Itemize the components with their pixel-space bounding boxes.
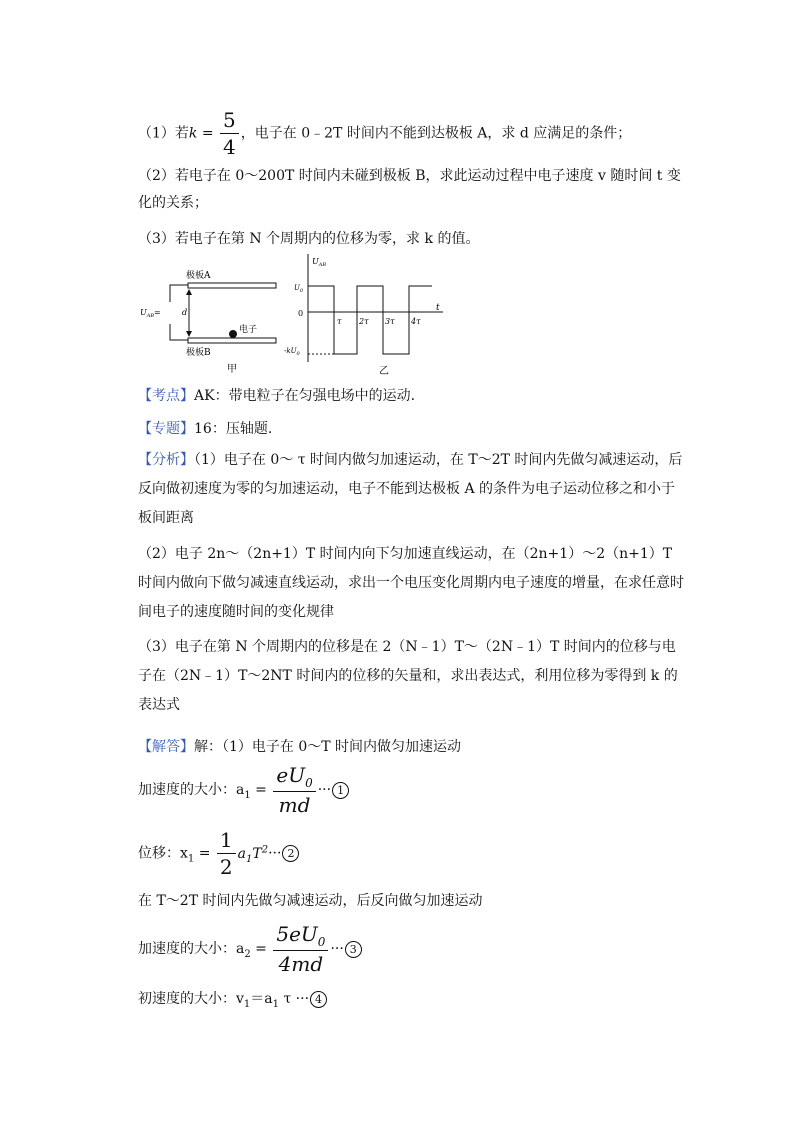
plate-a — [188, 283, 276, 288]
eq1-ellipsis: ··· — [317, 782, 332, 798]
k-variable: k — [188, 125, 198, 142]
eq1-number: 1 — [332, 782, 349, 799]
zhuanti-text: 16：压轴题. — [194, 421, 273, 437]
eq1-label: 加速度的大小：a — [138, 782, 245, 798]
equation-4 — [138, 988, 327, 1010]
kaodian-line — [138, 385, 415, 405]
kaodian-text: AK：带电粒子在匀强电场中的运动. — [194, 388, 416, 404]
question-3: （3）若电子在第 N 个周期内的位移为零，求 k 的值。 — [138, 231, 480, 247]
eq4-rest: τ ··· — [279, 991, 310, 1007]
zhuanti-line — [138, 418, 272, 438]
circuit-and-voltage-figure — [138, 254, 448, 378]
q1-suffix: ，电子在 0﹣2T 时间内不能到达极板 A，求 d 应满足的条件； — [240, 125, 632, 142]
fraction-denominator: 2 — [219, 855, 233, 879]
equals-sign: = — [197, 125, 219, 142]
fenxi-part-3: （3）电子在第 N 个周期内的位移是在 2（N﹣1）T～（2N﹣1）T 时间内的位移与电子在（2N﹣1）T～2NT 时间内的位移的矢量和，求出表达式，利用位移为零得到 k 的表达式 — [138, 639, 678, 713]
eq3-sub: 2 — [244, 948, 251, 960]
fraction-denominator: 4md — [278, 952, 324, 976]
equation-2 — [138, 828, 299, 879]
eq2-number: 2 — [282, 845, 299, 862]
fenxi-text: （1）电子在 0～ τ 时间内做匀加速运动，在 T～2T 时间内先做匀减速运动，后反向做初速度为零的匀加速运动，电子不能到达极板 A 的条件为电子运动位移之和小于板间距离 — [138, 452, 683, 526]
d-label: d — [182, 308, 188, 317]
fraction-numerator: 5 — [220, 108, 239, 134]
t-2t-line: 在 T～2T 时间内先做匀减速运动，后反向做匀加速运动 — [138, 893, 483, 909]
eq2-fraction — [217, 828, 236, 879]
fenxi-part-2: （2）电子 2n～（2n+1）T 时间内向下匀加速直线运动，在（2n+1）～2（n+1）T 时间内做向下做匀减速直线运动，求出一个电压变化周期内电子速度的增量，在求任意时间电子的速度随时间的变化规律 — [138, 546, 684, 620]
u-ab-label: $U_{AB}=$ — [140, 308, 161, 319]
eq3-ellipsis: ··· — [330, 941, 344, 957]
plate-a-label: 极板A — [186, 271, 211, 281]
eq2-sub: 1 — [187, 853, 195, 865]
eq1-fraction — [273, 763, 315, 817]
plate-b-label: 极板B — [186, 348, 211, 358]
tick-label: 3τ — [385, 317, 395, 326]
eq3-fraction — [273, 922, 328, 976]
fraction-numerator: 1 — [217, 828, 236, 854]
eq4-mid: ＝a — [250, 991, 273, 1007]
neg-voltage-label: $-kU_0$ — [284, 347, 300, 357]
figure-left-label: 甲 — [227, 364, 237, 375]
electron-label: 电子 — [239, 325, 258, 335]
kaodian-tag: 【考点】 — [138, 388, 194, 404]
eq3-label: 加速度的大小：a — [138, 941, 245, 957]
fraction-five-fourths — [220, 108, 239, 159]
equals-sign: = — [250, 941, 272, 957]
eq4-label: 初速度的大小：v — [138, 991, 244, 1007]
fraction-numerator: $5eU_0$ — [273, 922, 328, 951]
t-axis-label: t — [436, 303, 440, 313]
equals-sign: = — [194, 845, 215, 862]
question-2: （2）若电子在 0～200T 时间内未碰到极板 B，求此运动过程中电子速度 v 随时间 t 变化的关系； — [138, 168, 681, 211]
q1-prefix: （1）若 — [138, 125, 189, 142]
eq2-label: 位移：x — [138, 845, 188, 862]
electron-dot — [229, 330, 237, 338]
eq2-expression: $a_1T^2$ — [237, 843, 269, 865]
origin-label: 0 — [298, 309, 304, 318]
eq1-sub: 1 — [244, 789, 251, 801]
plate-b — [188, 338, 276, 343]
zhuanti-tag: 【专题】 — [138, 421, 194, 437]
y-axis-label: $U_{AB}$ — [312, 257, 327, 268]
figure-right-label: 乙 — [379, 366, 389, 377]
equals-sign: = — [250, 782, 272, 798]
fraction-denominator: 4 — [223, 135, 236, 159]
equation-1 — [138, 763, 349, 817]
equation-3 — [138, 922, 362, 976]
fraction-numerator: $eU_0$ — [273, 763, 315, 792]
u0-label: $U_0$ — [294, 284, 304, 294]
eq4-mid-sub: 1 — [272, 998, 280, 1010]
jieda-tag: 【解答】 — [138, 739, 194, 755]
jieda-line — [138, 736, 461, 756]
eq4-sub: 1 — [243, 998, 251, 1010]
fenxi-block — [138, 446, 686, 533]
question-1 — [138, 108, 631, 159]
fraction-denominator: md — [278, 793, 311, 817]
eq4-number: 4 — [310, 991, 327, 1008]
tick-label: 4τ — [411, 317, 421, 326]
tick-label: 2τ — [359, 317, 369, 326]
eq2-ellipsis: ··· — [268, 845, 282, 862]
jieda-text: 解：（1）电子在 0～T 时间内做匀加速运动 — [194, 739, 462, 755]
tick-label: τ — [337, 317, 342, 326]
fenxi-tag: 【分析】 — [138, 452, 194, 468]
eq3-number: 3 — [345, 941, 362, 958]
